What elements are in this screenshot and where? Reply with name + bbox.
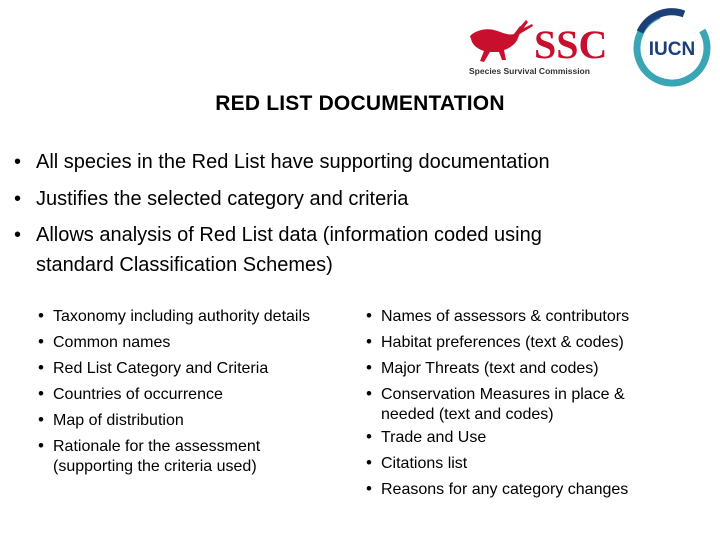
antelope-icon — [470, 20, 533, 62]
bullet-icon: • — [366, 453, 372, 472]
main-bullet-list — [14, 146, 694, 285]
list-item: • Rationale for the assessment (supporting the criteria used) — [38, 434, 358, 477]
list-item: • Trade and Use — [366, 425, 706, 451]
bullet-icon: • — [38, 358, 44, 377]
bullet-icon: • — [366, 384, 372, 403]
list-item: • Citations list — [366, 451, 706, 477]
bullet-icon: • — [366, 427, 372, 446]
bullet-icon: • — [38, 306, 44, 325]
bullet-icon: • — [366, 358, 372, 377]
bullet-icon: • — [14, 224, 22, 246]
iucn-logo — [624, 4, 718, 88]
list-item: • Habitat preferences (text & codes) — [366, 330, 706, 356]
list-item: • Names of assessors & contributors — [366, 304, 706, 330]
list-item: • Conservation Measures in place & needed (text and codes) — [366, 382, 706, 425]
bullet-icon: • — [38, 332, 44, 351]
list-item: • Countries of occurrence — [38, 382, 358, 408]
bullet-icon: • — [38, 436, 44, 455]
list-item: • Common names — [38, 330, 358, 356]
main-bullet-item: • Allows analysis of Red List data (information coded using standard Classification Schemes) — [14, 220, 694, 280]
main-bullet-item: • All species in the Red List have supporting documentation — [14, 146, 694, 178]
bullet-icon: • — [14, 188, 22, 210]
page-title: RED LIST DOCUMENTATION — [215, 92, 505, 115]
bullet-icon: • — [38, 384, 44, 403]
list-item: • Taxonomy including authority details — [38, 304, 358, 330]
right-sub-list — [366, 304, 706, 503]
list-item: • Red List Category and Criteria — [38, 356, 358, 382]
bullet-icon: • — [366, 479, 372, 498]
ssc-logo — [466, 16, 620, 82]
bullet-icon: • — [366, 332, 372, 351]
main-bullet-item: • Justifies the selected category and criteria — [14, 183, 694, 215]
list-item: • Map of distribution — [38, 408, 358, 434]
list-item: • Reasons for any category changes — [366, 477, 706, 503]
iucn-wordmark: IUCN — [648, 39, 696, 60]
list-item: • Major Threats (text and codes) — [366, 356, 706, 382]
bullet-icon: • — [38, 410, 44, 429]
bullet-icon: • — [366, 306, 372, 325]
left-sub-list — [38, 304, 358, 477]
bullet-icon: • — [14, 151, 22, 173]
ssc-wordmark: SSC — [534, 22, 608, 67]
ssc-tagline: Species Survival Commission — [469, 66, 590, 76]
